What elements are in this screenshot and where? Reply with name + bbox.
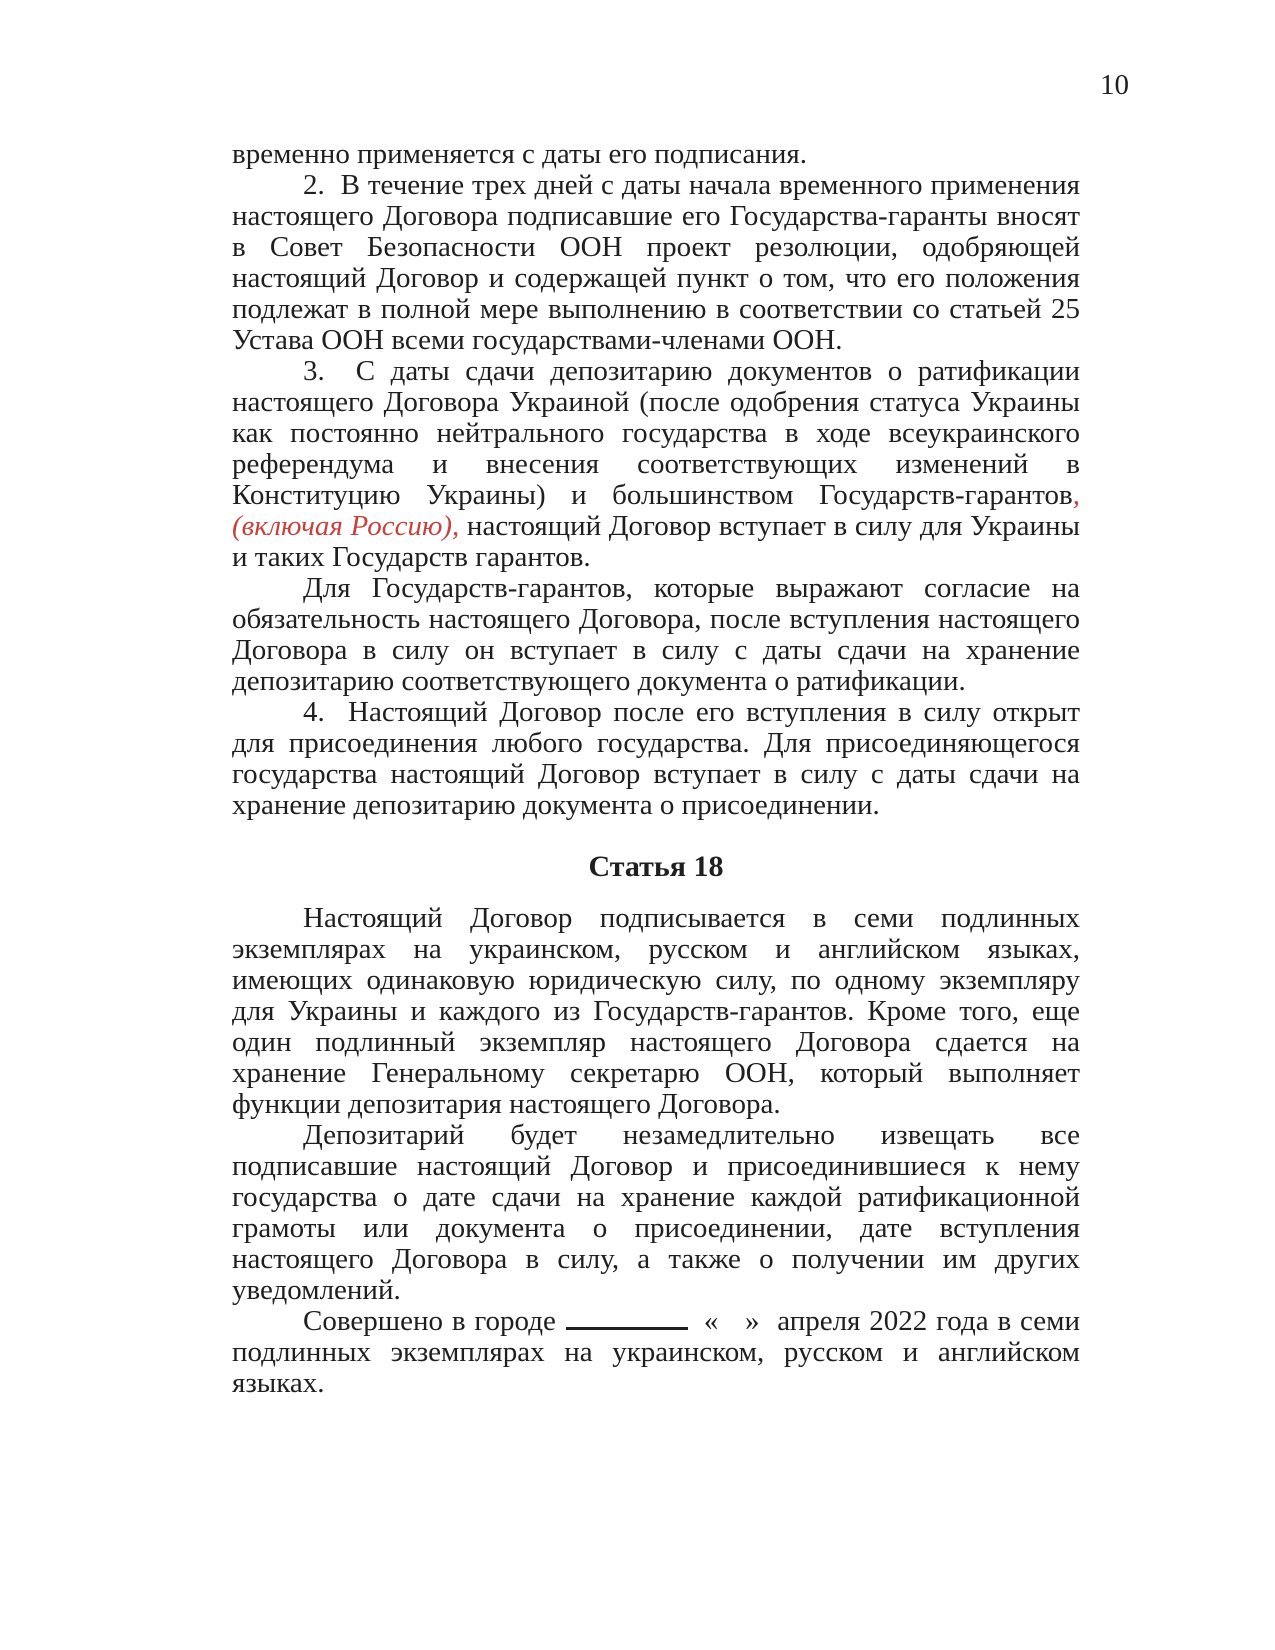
paragraph-6: Настоящий Договор подписывается в семи подлинных экземплярах на украинском, русском и английском языках, имеющих одинаковую юридическую силу, по одному экземпляру для Украины и каждого из Государств-гарантов. Кроме того, еще один подлинный экземпляр настоящего Договора сдается на хранение Генеральному секретарю ООН, который выполняет функции депозитария настоящего Договора. (232, 902, 1080, 1120)
paragraph-3-text-after: настоящий Договор вступает в силу для Украины и таких Государств гарантов. (232, 510, 1081, 573)
paragraph-8 (232, 1306, 1080, 1399)
signature-city-blank (566, 1325, 688, 1330)
paragraph-7: Депозитарий будет незамедлительно извещать все подписавшие настоящий Договор и присоединившиеся к нему государства о дате сдачи на хранение каждой ратификационной грамоты или документа о присоединении, дате вступления настоящего Договора в силу, а также о получении им других уведомлений. (232, 1119, 1080, 1306)
paragraph-3 (232, 356, 1080, 573)
signature-line-text-after: « » апреля 2022 года в семи подлинных экземплярах на украинском, русском и английском языках. (232, 1305, 1080, 1399)
paragraph-3-text-before: 3. С даты сдачи депозитарию документов о ратификации настоящего Договора Украиной (после одобрения статуса Украины как постоянно нейтрального государства в ходе всеукраинского референдума и внесения соответствующих изменений в Конституцию Украины) и большинством Государств-гарантов (232, 355, 1080, 511)
paragraph-2: 2. В течение трех дней с даты начала временного применения настоящего Договора подписавшие его Государства-гаранты вносят в Совет Безопасности ООН проект резолюции, одобряющей настоящий Договор и содержащей пункт о том, что его положения подлежат в полной мере выполнению в соответствии со статьей 25 Устава ООН всеми государствами-членами ООН. (232, 169, 1080, 356)
signature-line-text-before: Совершено в городе (303, 1305, 556, 1337)
paragraph-continuation: временно применяется с даты его подписания. (232, 138, 807, 170)
red-inline-note: , (включая Россию), (232, 479, 1080, 542)
paragraph-4: Для Государств-гарантов, которые выражают согласие на обязательность настоящего Договора, после вступления настоящего Договора в силу он вступает в силу с даты сдачи на хранение депозитарию соответствующего документа о ратификации. (232, 572, 1080, 697)
paragraph-5: 4. Настоящий Договор после его вступления в силу открыт для присоединения любого государства. Для присоединяющегося государства настоящий Договор вступает в силу с даты сдачи на хранение депозитарию документа о присоединении. (232, 696, 1080, 821)
page-number: 10 (1100, 69, 1129, 101)
document-body (232, 139, 1080, 1399)
article-18-heading: Статья 18 (588, 850, 724, 883)
